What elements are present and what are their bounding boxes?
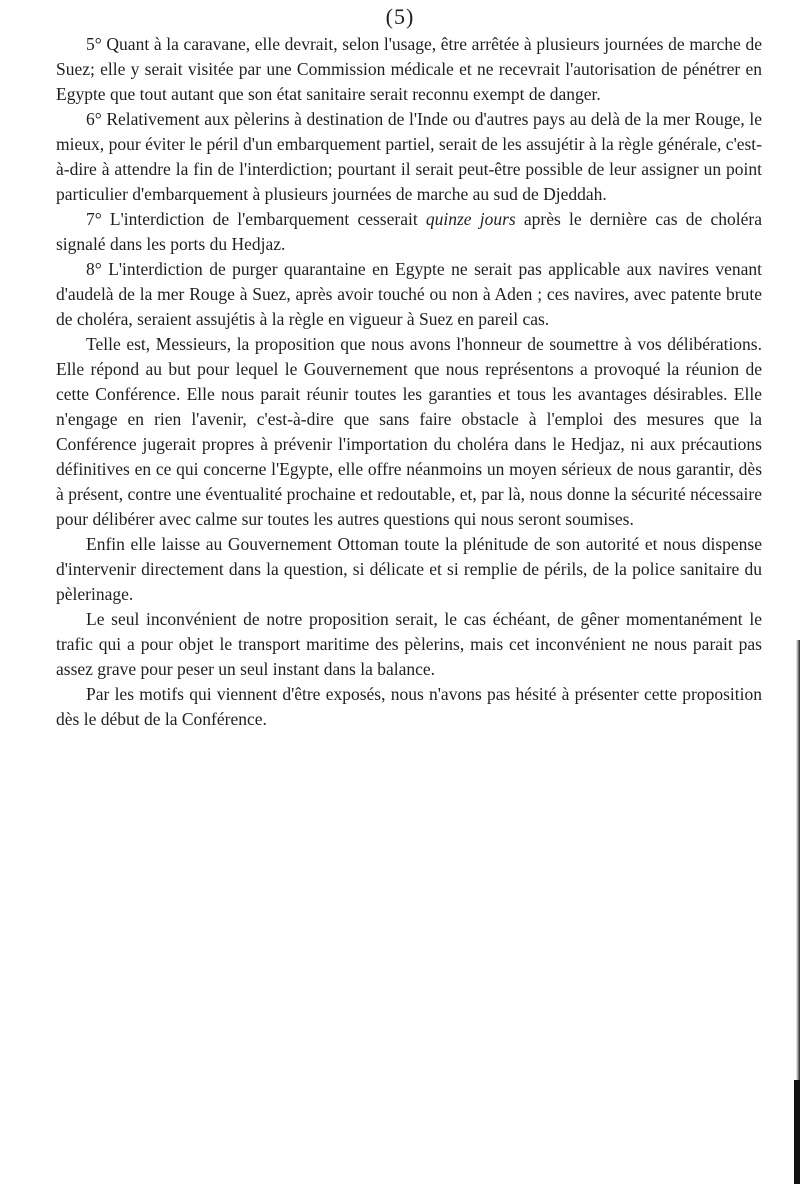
paragraph-7-start: 7° L'interdiction de l'embarquement cesserait <box>86 209 426 229</box>
body-text <box>56 32 762 732</box>
page-number: (5) <box>385 4 415 29</box>
paragraph-conclusion: Par les motifs qui viennent d'être exposés, nous n'avons pas hésité à présenter cette proposition dès le début de la Conférence. <box>56 684 762 729</box>
paragraph-6: 6° Relativement aux pèlerins à destination de l'Inde ou d'autres pays au delà de la mer Rouge, le mieux, pour éviter le péril d'un embarquement partiel, serait de les assujétir à la règle générale, c'est-à-dire à attendre la fin de l'interdiction; pourtant il serait peut-être possible de leur assigner un point particulier d'embarquement à plusieurs journées de marche au sud de Djeddah. <box>56 109 762 204</box>
paragraph-5: 5° Quant à la caravane, elle devrait, selon l'usage, être arrêtée à plusieurs journées de marche de Suez; elle y serait visitée par une Commission médicale et ne recevrait l'autorisation de pénétrer en Egypte que tout autant que son état sanitaire serait reconnu exempt de danger. <box>56 34 762 104</box>
page-edge-mark <box>794 1080 800 1184</box>
paragraph-enfin: Enfin elle laisse au Gouvernement Ottoman toute la plénitude de son autorité et nous dispense d'intervenir directement dans la question, si délicate et si remplie de périls, de la police sanitaire du pèlerinage. <box>56 534 762 604</box>
paragraph-inconvenient: Le seul inconvénient de notre proposition serait, le cas échéant, de gêner momentanément le trafic qui a pour objet le transport maritime des pèlerins, mais cet inconvénient ne nous parait pas assez grave pour peser un seul instant dans la balance. <box>56 609 762 679</box>
paragraph-7-end: après le dernière cas de choléra signalé dans les ports du Hedjaz. <box>56 209 762 254</box>
paragraph-proposition: Telle est, Messieurs, la proposition que nous avons l'honneur de soumettre à vos délibérations. Elle répond au but pour lequel le Gouvernement que nous représentons a provoqué la réunion de cette Conférence. Elle nous parait réunir toutes les garanties et tous les avantages désirables. Elle n'engage en rien l'avenir, c'est-à-dire que sans faire obstacle à l'emploi des mesures que la Conférence jugerait propres à prévenir l'importation du choléra dans le Hedjaz, ni aux précautions définitives en ce qui concerne l'Egypte, elle offre néanmoins un moyen sérieux de nous garantir, dès à présent, contre une éventualité prochaine et redoutable, et, par là, nous donne la sécurité nécessaire pour délibérer avec calme sur toutes les autres questions qui nous seront soumises. <box>56 334 762 529</box>
paragraph-7-italic: quinze jours <box>425 209 516 229</box>
paragraph-7 <box>56 207 762 257</box>
paragraph-8: 8° L'interdiction de purger quarantaine en Egypte ne serait pas applicable aux navires venant d'audelà de la mer Rouge à Suez, après avoir touché ou non à Aden ; ces navires, avec patente brute de choléra, seraient assujétis à la règle en vigueur à Suez en pareil cas. <box>56 259 762 329</box>
